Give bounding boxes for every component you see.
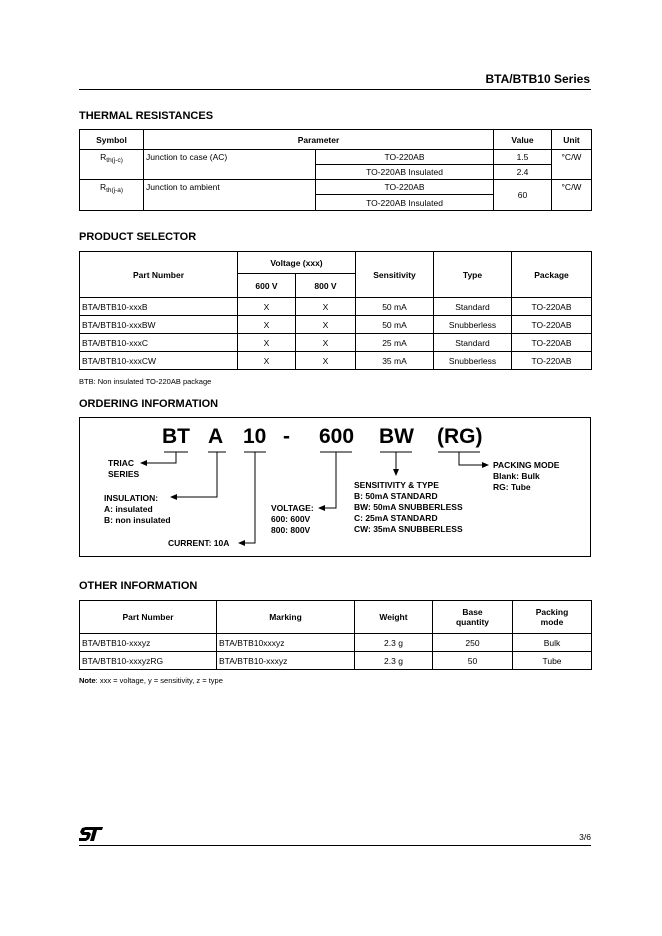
thermal-pkg-cell: TO-220AB Insulated [316,165,494,180]
footer-rule [79,845,591,846]
other-col-marking: Marking [217,601,355,634]
selector-cell: X [296,334,356,352]
code-bt: BT [162,425,190,448]
code-voltage: 600 [319,425,355,448]
voltage-label: VOLTAGE: 600: 600V 800: 800V [271,503,314,535]
other-cell: BTA/BTB10xxxyz [217,634,355,652]
selector-cell: Standard [434,298,512,316]
other-cell: BTA/BTB10-xxxyz [217,652,355,670]
selector-cell: X [296,352,356,370]
thermal-desc-cell: Junction to case (AC) [144,150,316,180]
other-cell: 2.3 g [355,652,433,670]
other-col-packing-mode: Packing mode [513,601,592,634]
selector-cell: TO-220AB [512,352,592,370]
other-cell: 50 [433,652,513,670]
selector-col-600v: 600 V [238,274,296,298]
thermal-value-cell: 60 [494,180,552,211]
other-cell: BTA/BTB10-xxxyz [80,634,217,652]
thermal-value-cell: 1.5 [494,150,552,165]
packing-label: PACKING MODE Blank: Bulk RG: Tube [493,460,560,492]
code-dash: - [283,425,290,448]
selector-cell: 25 mA [356,334,434,352]
selector-cell: X [238,334,296,352]
thermal-pkg-cell: TO-220AB [316,180,494,195]
selector-cell: X [238,316,296,334]
thermal-col-parameter: Parameter [144,130,494,150]
other-table [79,600,592,670]
code-packing: (RG) [437,425,483,448]
page-number: 3/6 [579,832,591,842]
current-label: CURRENT: 10A [168,538,230,548]
code-sensitivity: BW [379,425,414,448]
selector-cell: 50 mA [356,316,434,334]
thermal-col-symbol: Symbol [80,130,144,150]
selector-cell: TO-220AB [512,316,592,334]
other-col-base-quantity: Base quantity [433,601,513,634]
insulation-label: INSULATION: A: insulated B: non insulated [104,493,171,525]
selector-cell: TO-220AB [512,298,592,316]
selector-cell: X [238,352,296,370]
selector-cell: TO-220AB [512,334,592,352]
selector-cell: Snubberless [434,352,512,370]
other-row [80,634,592,652]
other-cell: 2.3 g [355,634,433,652]
page-header-title: BTA/BTB10 Series [485,72,590,86]
thermal-pkg-cell: TO-220AB [316,150,494,165]
triac-label: TRIAC SERIES [108,458,140,479]
thermal-heading: THERMAL RESISTANCES [79,110,214,122]
ordering-heading: ORDERING INFORMATION [79,398,219,410]
selector-cell: Snubberless [434,316,512,334]
other-cell: BTA/BTB10-xxxyzRG [80,652,217,670]
selector-note: BTB: Non insulated TO-220AB package [79,377,212,386]
code-a: A [208,425,224,448]
selector-cell: 50 mA [356,298,434,316]
selector-heading: PRODUCT SELECTOR [79,231,197,243]
selector-cell: X [296,298,356,316]
other-cell: Tube [513,652,592,670]
selector-cell: BTA/BTB10-xxxC [80,334,238,352]
thermal-unit-cell: °C/W [552,180,592,211]
thermal-symbol-cell: $R_{th(j-a)}$ [80,180,144,211]
other-cell: Bulk [513,634,592,652]
other-col-weight: Weight [355,601,433,634]
thermal-value-cell: 2.4 [494,165,552,180]
selector-cell: X [238,298,296,316]
thermal-col-unit: Unit [552,130,592,150]
st-logo [79,826,105,842]
selector-cell: 35 mA [356,352,434,370]
thermal-unit-cell: °C/W [552,150,592,180]
other-heading: OTHER INFORMATION [79,580,198,592]
code-current: 10 [243,425,267,448]
selector-col-part: Part Number [80,252,238,298]
other-note: Note: xxx = voltage, y = sensitivity, z = type [79,676,223,685]
thermal-pkg-cell: TO-220AB Insulated [316,195,494,211]
selector-col-package: Package [512,252,592,298]
selector-cell: BTA/BTB10-xxxB [80,298,238,316]
other-cell: 250 [433,634,513,652]
other-row [80,652,592,670]
selector-cell: BTA/BTB10-xxxBW [80,316,238,334]
selector-col-800v: 800 V [296,274,356,298]
selector-col-sensitivity: Sensitivity [356,252,434,298]
selector-col-type: Type [434,252,512,298]
selector-cell: BTA/BTB10-xxxCW [80,352,238,370]
selector-cell: Standard [434,334,512,352]
selector-col-voltage: Voltage (xxx) [238,252,356,274]
thermal-desc-cell: Junction to ambient [144,180,316,211]
thermal-symbol-cell: $R_{th(j-c)}$ [80,150,144,180]
sensitivity-label: SENSITIVITY & TYPE B: 50mA STANDARD BW: 50mA SNUBBERLESS C: 25mA STANDARD CW: 35mA SNUBBERLESS [354,480,463,534]
selector-cell: X [296,316,356,334]
thermal-col-value: Value [494,130,552,150]
other-col-part: Part Number [80,601,217,634]
